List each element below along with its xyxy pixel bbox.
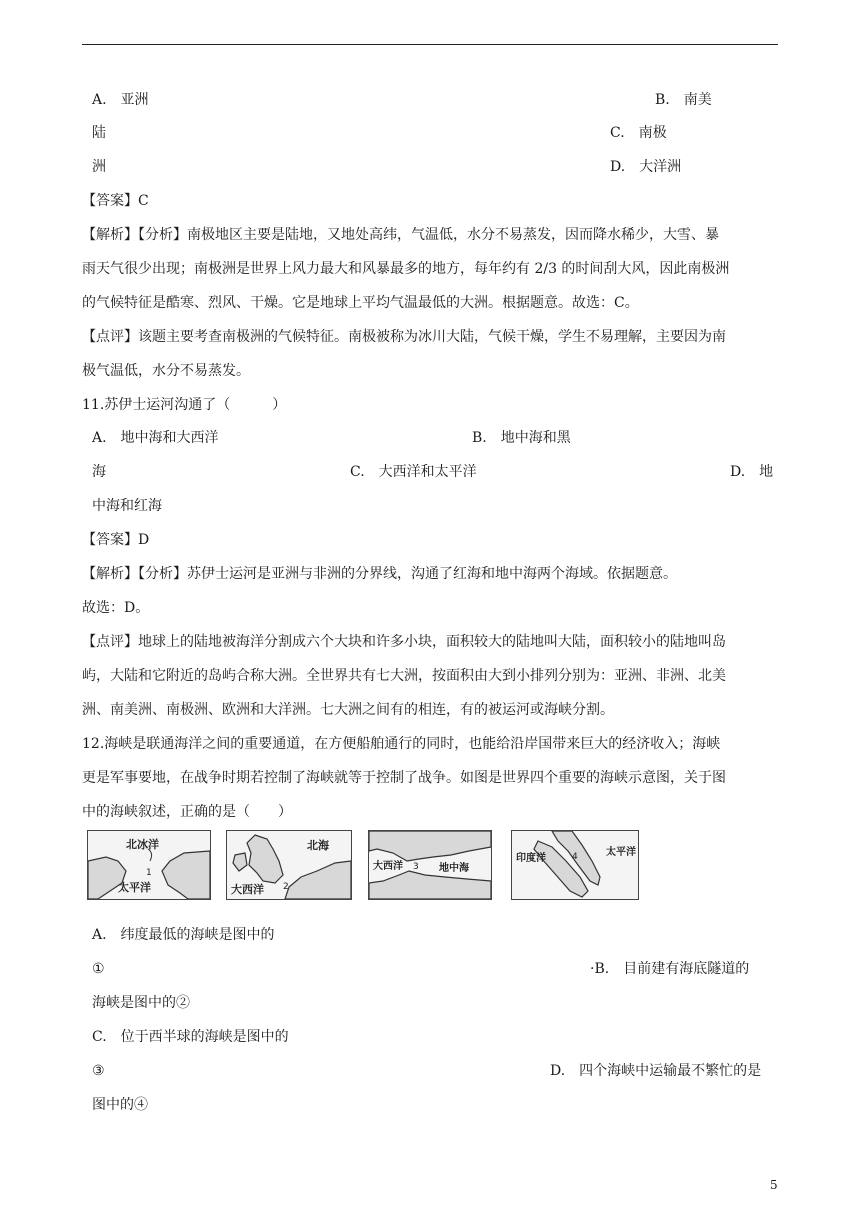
- q10-optB: B. 南美: [655, 92, 712, 108]
- q11-comment-3: 洲、南美洲、南极洲、欧洲和大洋洲。七大洲之间有的相连，有的被运河或海峡分割。: [82, 702, 614, 718]
- gibraltar-strait-map-icon: [369, 831, 491, 899]
- q12-optA-cont: ①: [92, 961, 105, 977]
- q11-stem: 11.苏伊士运河沟通了（ ）: [82, 397, 287, 413]
- q10-comment-1: 【点评】该题主要考查南极洲的气候特征。南极被称为冰川大陆，气候干燥，学生不易理解，主要因为南: [82, 329, 726, 345]
- q11-optD: D. 地: [730, 464, 774, 480]
- map3-label-1: 地中海: [439, 863, 469, 874]
- map3-label-0: 大西洋: [373, 861, 403, 872]
- bering-strait-map-icon: [88, 831, 210, 899]
- map2-label-1: 大西洋: [231, 883, 264, 896]
- map2-label-0: 北海: [307, 839, 329, 852]
- english-channel-map-icon: [227, 831, 351, 899]
- map4-label-2: 4: [572, 852, 578, 862]
- q11-answer: 【答案】D: [82, 532, 150, 548]
- q10-analysis-2: 雨天气很少出现；南极洲是世界上风力最大和风暴最多的地方，每年约有 2/3 的时间刮大风，因此南极洲: [82, 261, 730, 277]
- q11-optA: A. 地中海和大西洋: [92, 430, 219, 446]
- q10-analysis-1: 【解析】【分析】南极地区主要是陆地，又地处高纬，气温低，水分不易蒸发，因而降水稀少，大雪、暴: [82, 227, 719, 243]
- q10-comment-2: 极气温低，水分不易蒸发。: [82, 363, 250, 379]
- q10-optD: D. 大洋洲: [610, 159, 682, 175]
- q11-analysis-1: 【解析】【分析】苏伊士运河是亚洲与非洲的分界线，沟通了红海和地中海两个海域。依据题意。: [82, 566, 677, 582]
- q11-comment-1: 【点评】地球上的陆地被海洋分割成六个大块和许多小块，面积较大的陆地叫大陆，面积较小的陆地叫岛: [82, 634, 726, 650]
- q11-optB-cont: 海: [92, 464, 106, 480]
- q11-optB: B. 地中海和黑: [472, 430, 571, 446]
- q10-optC: C. 南极: [610, 125, 667, 141]
- q12-stem-3: 中的海峡叙述，正确的是（ ）: [82, 804, 292, 820]
- q11-optD-cont: 中海和红海: [92, 498, 162, 514]
- map1-label-0: 北冰洋: [126, 838, 159, 851]
- map1-label-1: 太平洋: [118, 881, 151, 894]
- map4-label-0: 印度洋: [516, 853, 546, 864]
- map2-label-2: 2: [283, 882, 289, 892]
- q12-optB: ·B. 目前建有海底隧道的: [590, 961, 750, 977]
- q12-optC-cont: ③: [92, 1063, 105, 1079]
- map3-label-2: 3: [413, 862, 419, 872]
- strait-map-3: [368, 830, 492, 900]
- q11-analysis-2: 故选：D。: [82, 600, 150, 616]
- q12-stem-1: 12.海峡是联通海洋之间的重要通道，在方便船舶通行的同时，也能给沿岸国带来巨大的经济收入；海峡: [82, 736, 721, 752]
- q12-optA: A. 纬度最低的海峡是图中的: [92, 927, 275, 943]
- q12-optB-cont: 海峡是图中的②: [92, 995, 190, 1011]
- map4-label-1: 太平洋: [606, 847, 636, 858]
- q12-stem-2: 更是军事要地，在战争时期若控制了海峡就等于控制了战争。如图是世界四个重要的海峡示意图，关于图: [82, 770, 726, 786]
- strait-map-4: [511, 830, 639, 900]
- q12-optD-cont: 图中的④: [92, 1097, 148, 1113]
- q10-analysis-3: 的气候特征是酷寒、烈风、干燥。它是地球上平均气温最低的大洲。根据题意。故选：C。: [82, 295, 639, 311]
- malacca-strait-map-icon: [512, 831, 638, 899]
- strait-map-1: [87, 830, 211, 900]
- q11-comment-2: 屿，大陆和它附近的岛屿合称大洲。全世界共有七大洲，按面积由大到小排列分别为：亚洲、非洲、北美: [82, 668, 726, 684]
- map1-label-2: 1: [146, 868, 152, 878]
- q12-optC: C. 位于西半球的海峡是图中的: [92, 1029, 289, 1045]
- q12-optD: D. 四个海峡中运输最不繁忙的是: [550, 1063, 762, 1079]
- q10-optB-cont: 陆: [92, 125, 106, 141]
- strait-map-2: [226, 830, 352, 900]
- header-rule: [82, 44, 778, 45]
- q11-optC: C. 大西洋和太平洋: [350, 464, 477, 480]
- q10-optC-cont: 洲: [92, 159, 106, 175]
- page-number: 5: [770, 1178, 778, 1192]
- q10-optA: A. 亚洲: [92, 92, 149, 108]
- q10-answer: 【答案】C: [82, 193, 149, 209]
